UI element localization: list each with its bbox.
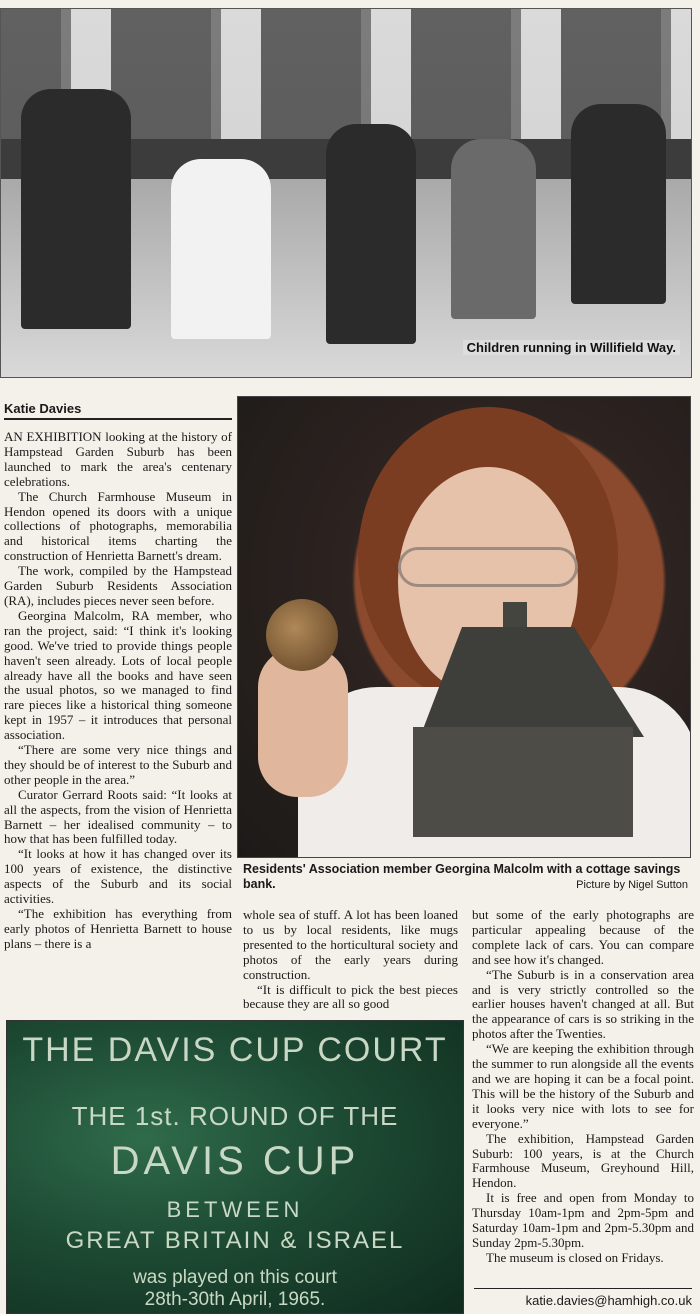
- paragraph: The work, compiled by the Hampstead Garden Suburb Residents Association (RA), includes pieces never seen before.: [4, 563, 232, 608]
- paragraph: Georgina Malcolm, RA member, who ran the project, said: “I think it's looking good. We've tried to provide things people haven't seen already. Lots of local people already have all the books and have seen the usual photos, so we managed to find rare pieces like a historical thing someone kept in 1957 – it introduces that personal association.: [4, 607, 232, 743]
- davis-cup-plaque-photo: [6, 1020, 464, 1314]
- middle-photo: [237, 396, 691, 858]
- paragraph: The museum is closed on Fridays.: [486, 1249, 664, 1265]
- paragraph: AN EXHIBITION looking at the history of Hampstead Garden Suburb has been launched to mark the area's centenary celebrations.: [4, 429, 232, 489]
- photo-credit: Picture by Nigel Sutton: [576, 879, 688, 891]
- paragraph: “The exhibition has everything from early photos of Henrietta Barnett to house plans – there is a: [4, 906, 232, 951]
- paragraph: Curator Gerrard Roots said: “It looks at all the aspects, from the vision of Henrietta Barnett – her idealised community – to how that has been fulfilled today.: [4, 786, 232, 847]
- plaque-line: DAVIS CUP: [110, 1139, 360, 1183]
- child-figure: [21, 89, 131, 329]
- top-photo-caption: Children running in Willifield Way.: [463, 340, 680, 355]
- top-photo: [0, 8, 692, 378]
- paragraph: whole sea of stuff. A lot has been loaned to us by local residents, like mugs presented to the horticultural society and photos of the early years during construction.: [243, 907, 458, 982]
- plaque-line: BETWEEN: [166, 1197, 304, 1222]
- child-figure: [326, 124, 416, 344]
- paragraph: “The Suburb is in a conservation area and is very strictly controlled so the earlier houses haven't changed at all. But the appearance of cars is so striking in the photos after the Twenties.: [472, 966, 694, 1042]
- byline: Katie Davies: [4, 401, 232, 420]
- article-column-1: [4, 430, 232, 952]
- child-figure: [451, 139, 536, 319]
- glasses: [398, 547, 578, 587]
- plaque-line: THE DAVIS CUP COURT: [22, 1031, 448, 1069]
- child-figure: [171, 159, 271, 339]
- cottage-savings-bank: [413, 727, 633, 837]
- paragraph: “It looks at how it has changed over its 100 years of existence, the distinctive aspects of the Suburb and its social activities.: [4, 846, 232, 907]
- author-email[interactable]: katie.davies@hamhigh.co.uk: [474, 1288, 692, 1308]
- plaque-line: THE 1st. ROUND OF THE: [71, 1101, 399, 1131]
- paragraph: It is free and open from Monday to Thursday 10am-1pm and 2pm-5pm and Saturday 10am-1pm and 2pm-5.30pm and Sunday 2pm-5.30pm.: [472, 1190, 694, 1250]
- paragraph: The Church Farmhouse Museum in Hendon opened its doors with a unique collections of photographs, memorabilia and historical items charting the construction of Henrietta Barnett's dream.: [4, 488, 232, 564]
- article-column-2: [243, 908, 458, 1012]
- plaque-line: 28th-30th April, 1965.: [144, 1289, 326, 1310]
- paragraph: The exhibition, Hampstead Garden Suburb: 100 years, is at the Church Farmhouse Museum, Greyhound Hill, Hendon.: [472, 1130, 694, 1191]
- paragraph: “There are some very nice things and they should be of interest to the Suburb and other people in the area.”: [4, 742, 232, 787]
- paragraph: “We are keeping the exhibition through the summer to run alongside all the events and we are hoping it can be a focal point. This will be the history of the Suburb and it looks very nice with lots to see for everyone.”: [472, 1041, 694, 1131]
- middle-photo-caption: Residents' Association member Georgina Malcolm with a cottage savings bank.: [243, 862, 681, 891]
- plaque-line: GREAT BRITAIN & ISRAEL: [65, 1227, 405, 1254]
- paragraph: but some of the early photographs are particular appealing because of the complete lack of cars. You can compare and see how it's changed.: [472, 907, 694, 967]
- plaque-line: was played on this court: [133, 1267, 337, 1288]
- coin: [266, 599, 338, 671]
- child-figure: [571, 104, 666, 304]
- paragraph: “It is difficult to pick the best pieces because they are all so good: [243, 981, 458, 1012]
- article-column-3: [472, 908, 694, 1266]
